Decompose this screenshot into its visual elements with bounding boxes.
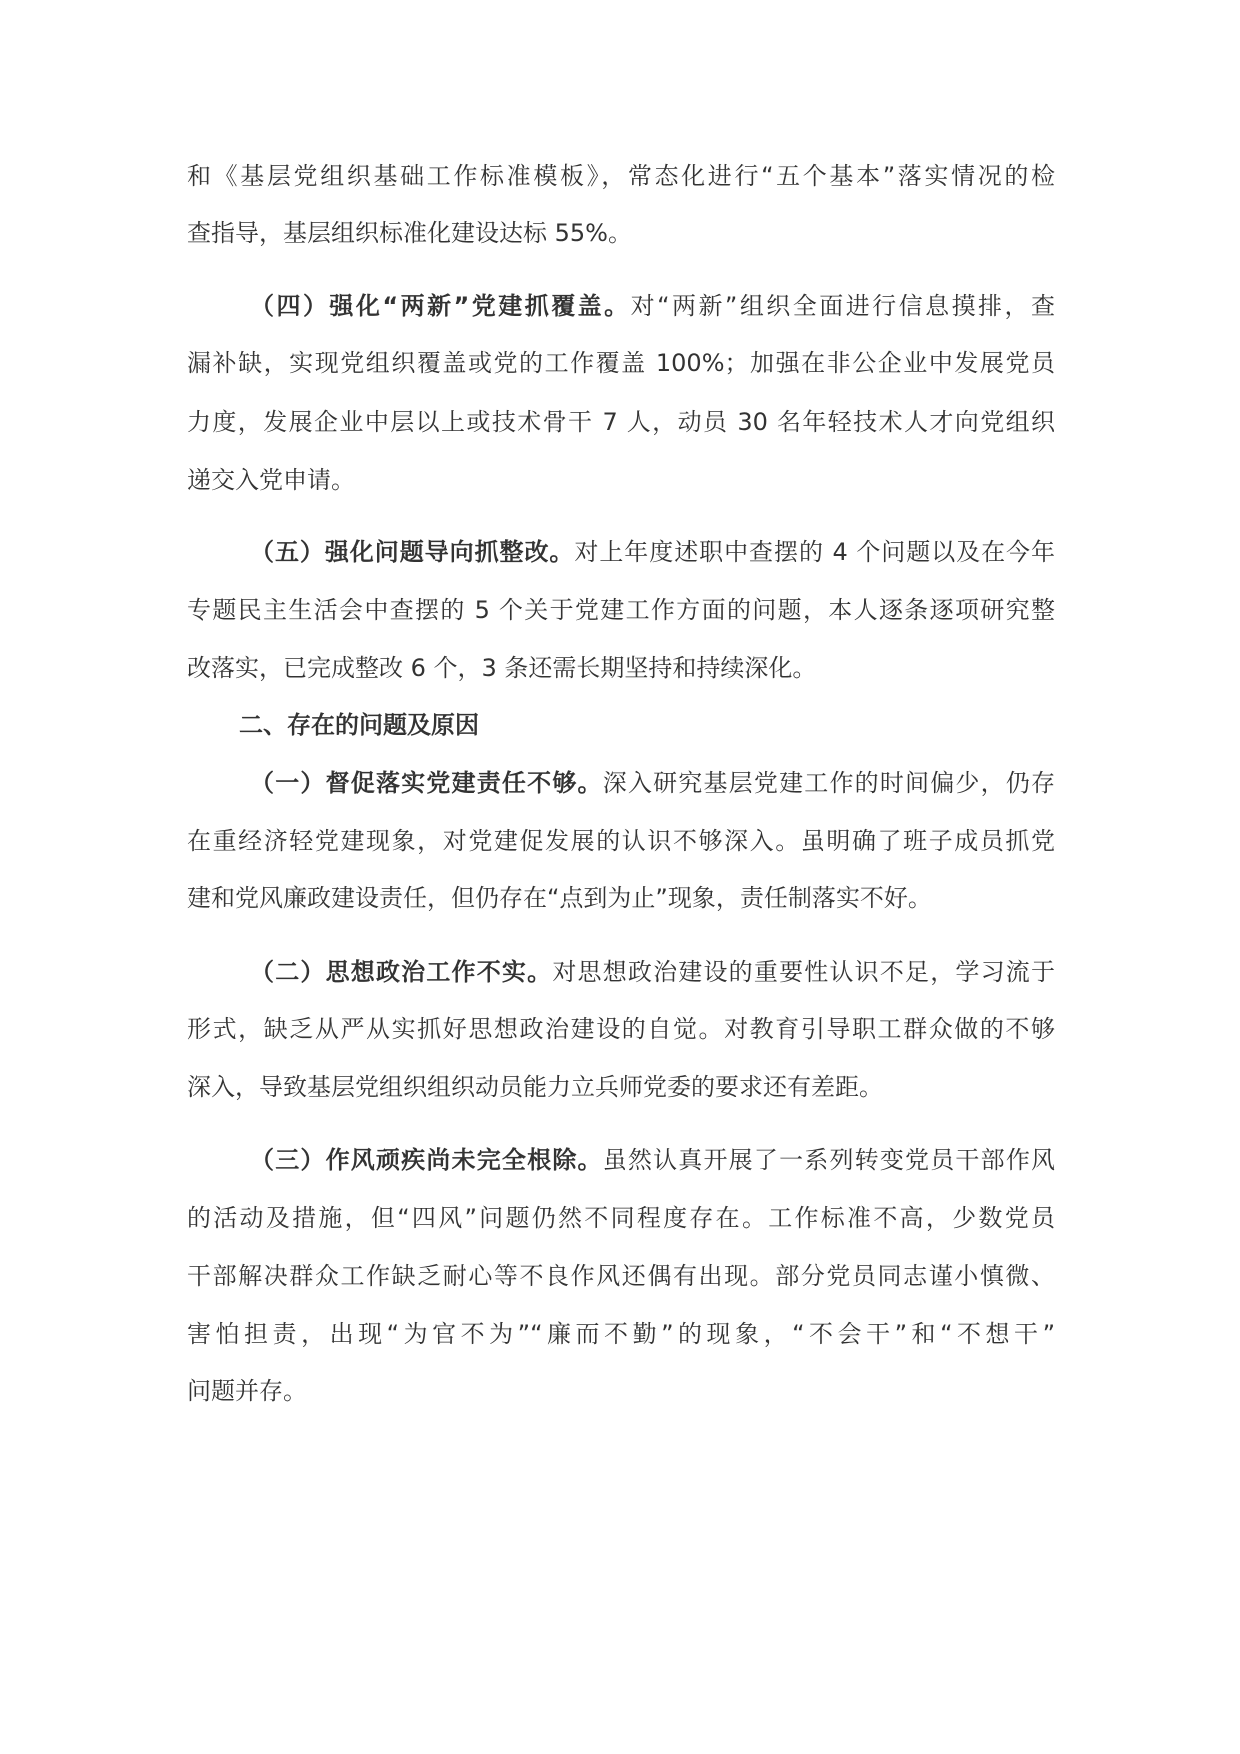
paragraph-text: 对思想政治建设的重要性认识不足，学习流于 <box>552 958 1056 986</box>
section-title: 二、存在的问题及原因 <box>239 711 479 739</box>
paragraph-line: 在重经济轻党建现象，对党建促发展的认识不够深入。虽明确了班子成员抓党 <box>187 827 1055 855</box>
paragraph-first-line <box>187 955 1055 989</box>
paragraph-heading: （二）思想政治工作不实。 <box>250 958 553 986</box>
paragraph-heading: （四）强化“两新”党建抓覆盖。 <box>250 292 631 320</box>
paragraph-line: 力度，发展企业中层以上或技术骨干 7 人，动员 30 名年轻技术人才向党组织 <box>187 408 1055 436</box>
paragraph-heading: （一）督促落实党建责任不够。 <box>250 769 603 797</box>
paragraph-text: 深入研究基层党建工作的时间偏少，仍存 <box>602 769 1056 797</box>
paragraph-line: 查指导，基层组织标准化建设达标 55%。 <box>187 219 632 247</box>
paragraph-line: 改落实，已完成整改 6 个，3 条还需长期坚持和持续深化。 <box>187 654 817 682</box>
paragraph-line: 害怕担责，出现“为官不为”“廉而不勤”的现象，“不会干”和“不想干” <box>187 1320 1055 1348</box>
paragraph-line: 深入，导致基层党组织组织动员能力立兵师党委的要求还有差距。 <box>187 1073 883 1101</box>
paragraph-line: 漏补缺，实现党组织覆盖或党的工作覆盖 100%；加强在非公企业中发展党员 <box>187 349 1055 377</box>
paragraph-first-line <box>187 535 1055 569</box>
paragraph-line: 的活动及措施，但“四风”问题仍然不同程度存在。工作标准不高，少数党员 <box>187 1204 1055 1232</box>
paragraph-heading: （三）作风顽疾尚未完全根除。 <box>250 1146 603 1174</box>
paragraph-text: 对“两新”组织全面进行信息摸排，查 <box>630 292 1055 320</box>
paragraph-first-line <box>187 766 1055 800</box>
paragraph-first-line <box>187 1143 1055 1177</box>
paragraph-text: 虽然认真开展了一系列转变党员干部作风 <box>602 1146 1056 1174</box>
paragraph-line: 专题民主生活会中查摆的 5 个关于党建工作方面的问题，本人逐条逐项研究整 <box>187 596 1055 624</box>
paragraph-line: 问题并存。 <box>187 1377 307 1405</box>
paragraph-line: 形式，缺乏从严从实抓好思想政治建设的自觉。对教育引导职工群众做的不够 <box>187 1015 1055 1043</box>
paragraph-first-line <box>187 289 1055 323</box>
paragraph-line: 和《基层党组织基础工作标准模板》，常态化进行“五个基本”落实情况的检 <box>187 162 1055 190</box>
paragraph-heading: （五）强化问题导向抓整改。 <box>250 538 575 566</box>
paragraph-line: 建和党风廉政建设责任，但仍存在“点到为止”现象，责任制落实不好。 <box>187 884 932 912</box>
paragraph-text: 对上年度述职中查摆的 4 个问题以及在今年 <box>574 538 1056 566</box>
paragraph-line: 干部解决群众工作缺乏耐心等不良作风还偶有出现。部分党员同志谨小慎微、 <box>187 1262 1055 1290</box>
paragraph-line: 递交入党申请。 <box>187 466 355 494</box>
